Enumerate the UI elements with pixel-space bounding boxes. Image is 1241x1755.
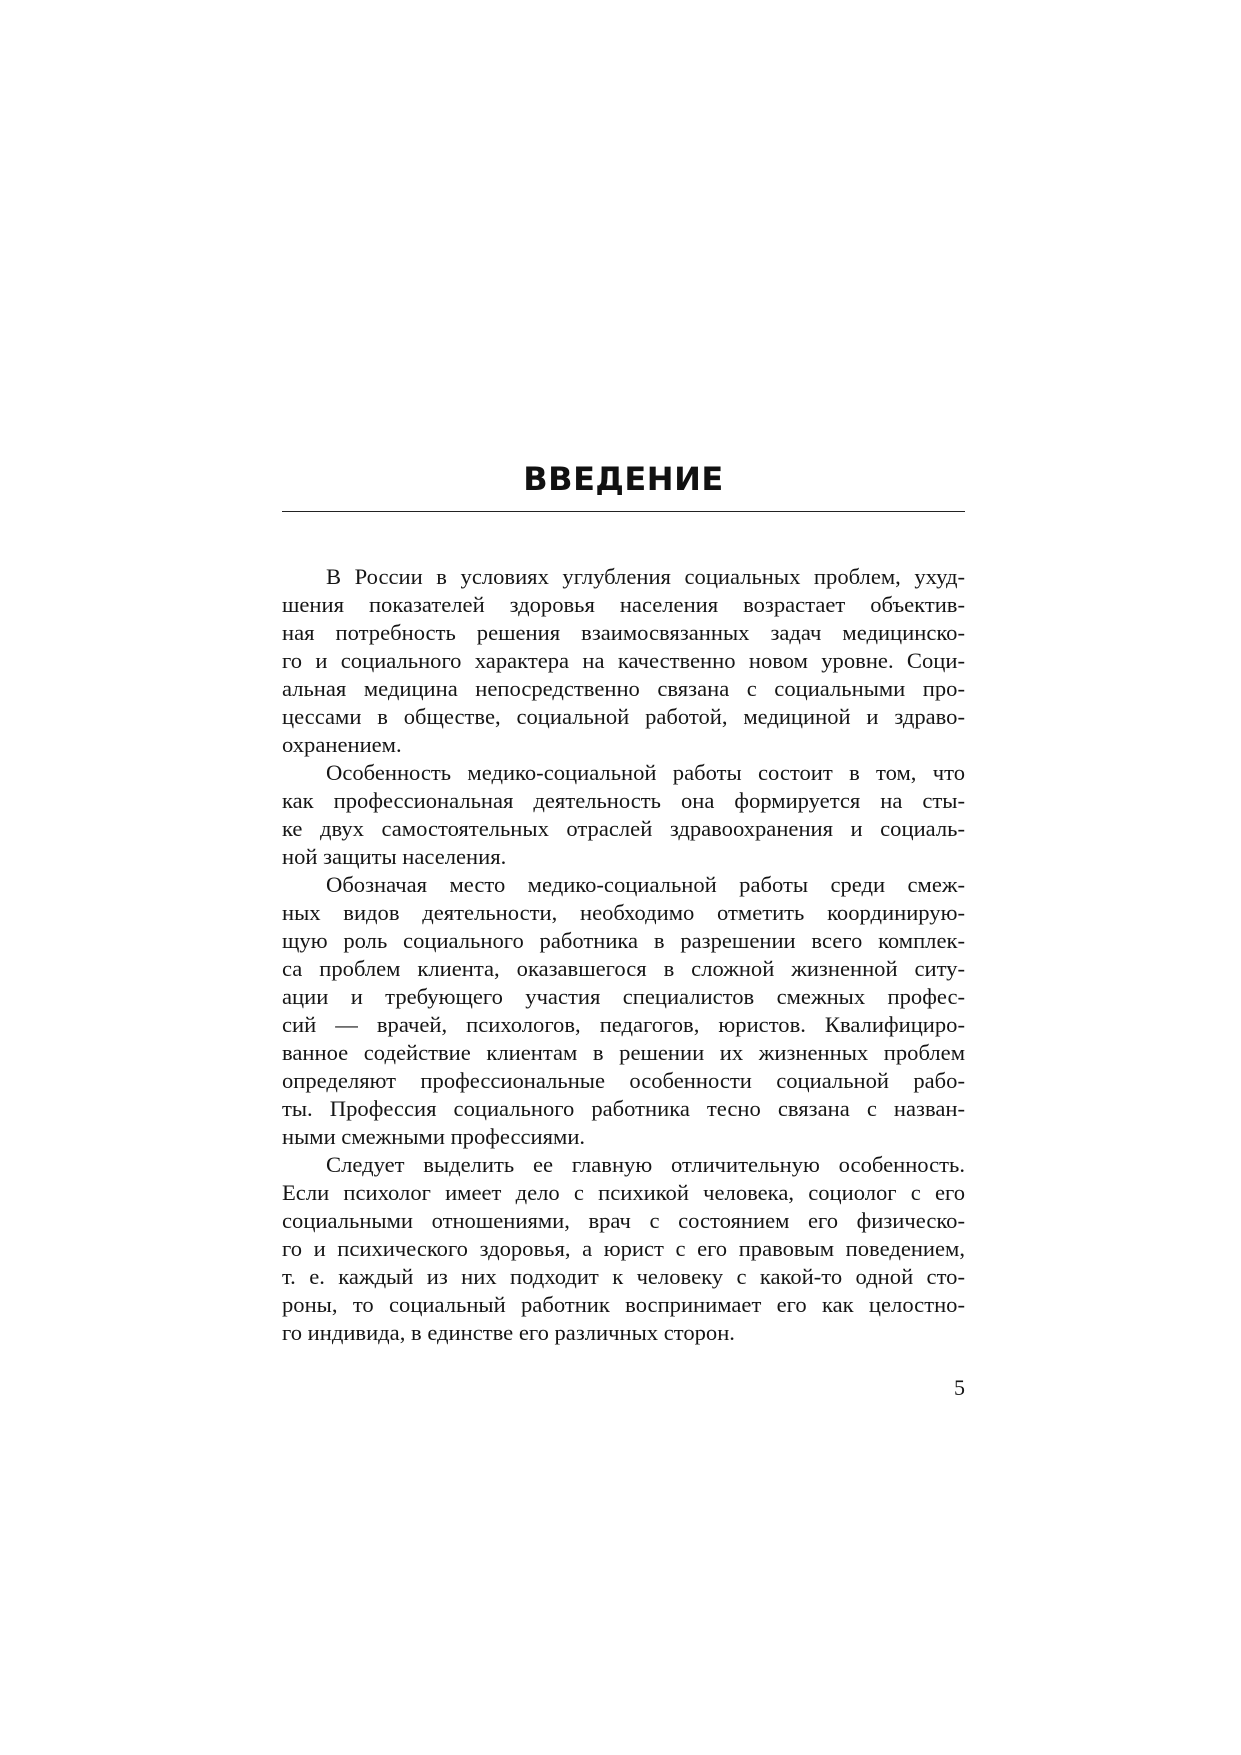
paragraph: [282, 563, 965, 759]
text-line: ации и требующего участия специалистов смежных профес-: [282, 984, 965, 1009]
text-line: альная медицина непосредственно связана с социальными про-: [282, 676, 965, 701]
title-underline: [282, 511, 965, 512]
text-line: как профессиональная деятельность она формируется на сты-: [282, 788, 965, 813]
paragraph: [282, 759, 965, 871]
text-line: Обозначая место медико-социальной работы среди смеж-: [326, 872, 965, 897]
text-line: сий — врачей, психологов, педагогов, юристов. Квалифициро-: [282, 1012, 965, 1037]
text-line: го и социального характера на качественно новом уровне. Соци-: [282, 648, 965, 673]
text-line: го и психического здоровья, а юрист с его правовым поведением,: [282, 1236, 965, 1261]
text-line: го индивида, в единстве его различных сторон.: [282, 1320, 735, 1345]
page-number: 5: [954, 1375, 965, 1400]
text-line: т. е. каждый из них подходит к человеку с какой-то одной сто-: [282, 1264, 965, 1289]
paragraph: [282, 1151, 965, 1347]
text-line: ных видов деятельности, необходимо отметить координирую-: [282, 900, 965, 925]
text-line: ванное содействие клиентам в решении их жизненных проблем: [282, 1040, 965, 1065]
text-line: социальными отношениями, врач с состоянием его физическо-: [282, 1208, 965, 1233]
text-line: определяют профессиональные особенности социальной рабо-: [282, 1068, 965, 1093]
chapter-title: ВВЕДЕНИЕ: [523, 460, 724, 498]
paragraph: [282, 871, 965, 1151]
text-line: Если психолог имеет дело с психикой человека, социолог с его: [282, 1180, 965, 1205]
text-line: шения показателей здоровья населения возрастает объектив-: [282, 592, 965, 617]
text-line: ке двух самостоятельных отраслей здравоохранения и социаль-: [282, 816, 965, 841]
text-line: Следует выделить ее главную отличительную особенность.: [326, 1152, 965, 1177]
text-line: В России в условиях углубления социальных проблем, ухуд-: [326, 564, 965, 589]
text-line: са проблем клиента, оказавшегося в сложной жизненной ситу-: [282, 956, 965, 981]
text-line: Особенность медико-социальной работы состоит в том, что: [326, 760, 965, 785]
text-line: щую роль социального работника в разрешении всего комплек-: [282, 928, 965, 953]
text-line: роны, то социальный работник воспринимает его как целостно-: [282, 1292, 965, 1317]
text-line: ной защиты населения.: [282, 844, 507, 869]
text-line: цессами в обществе, социальной работой, медициной и здраво-: [282, 704, 965, 729]
text-line: охранением.: [282, 732, 402, 757]
text-line: ты. Профессия социального работника тесно связана с назван-: [282, 1096, 965, 1121]
text-line: ная потребность решения взаимосвязанных задач медицинско-: [282, 620, 965, 645]
body-text: [282, 563, 965, 1347]
text-line: ными смежными профессиями.: [282, 1124, 586, 1149]
